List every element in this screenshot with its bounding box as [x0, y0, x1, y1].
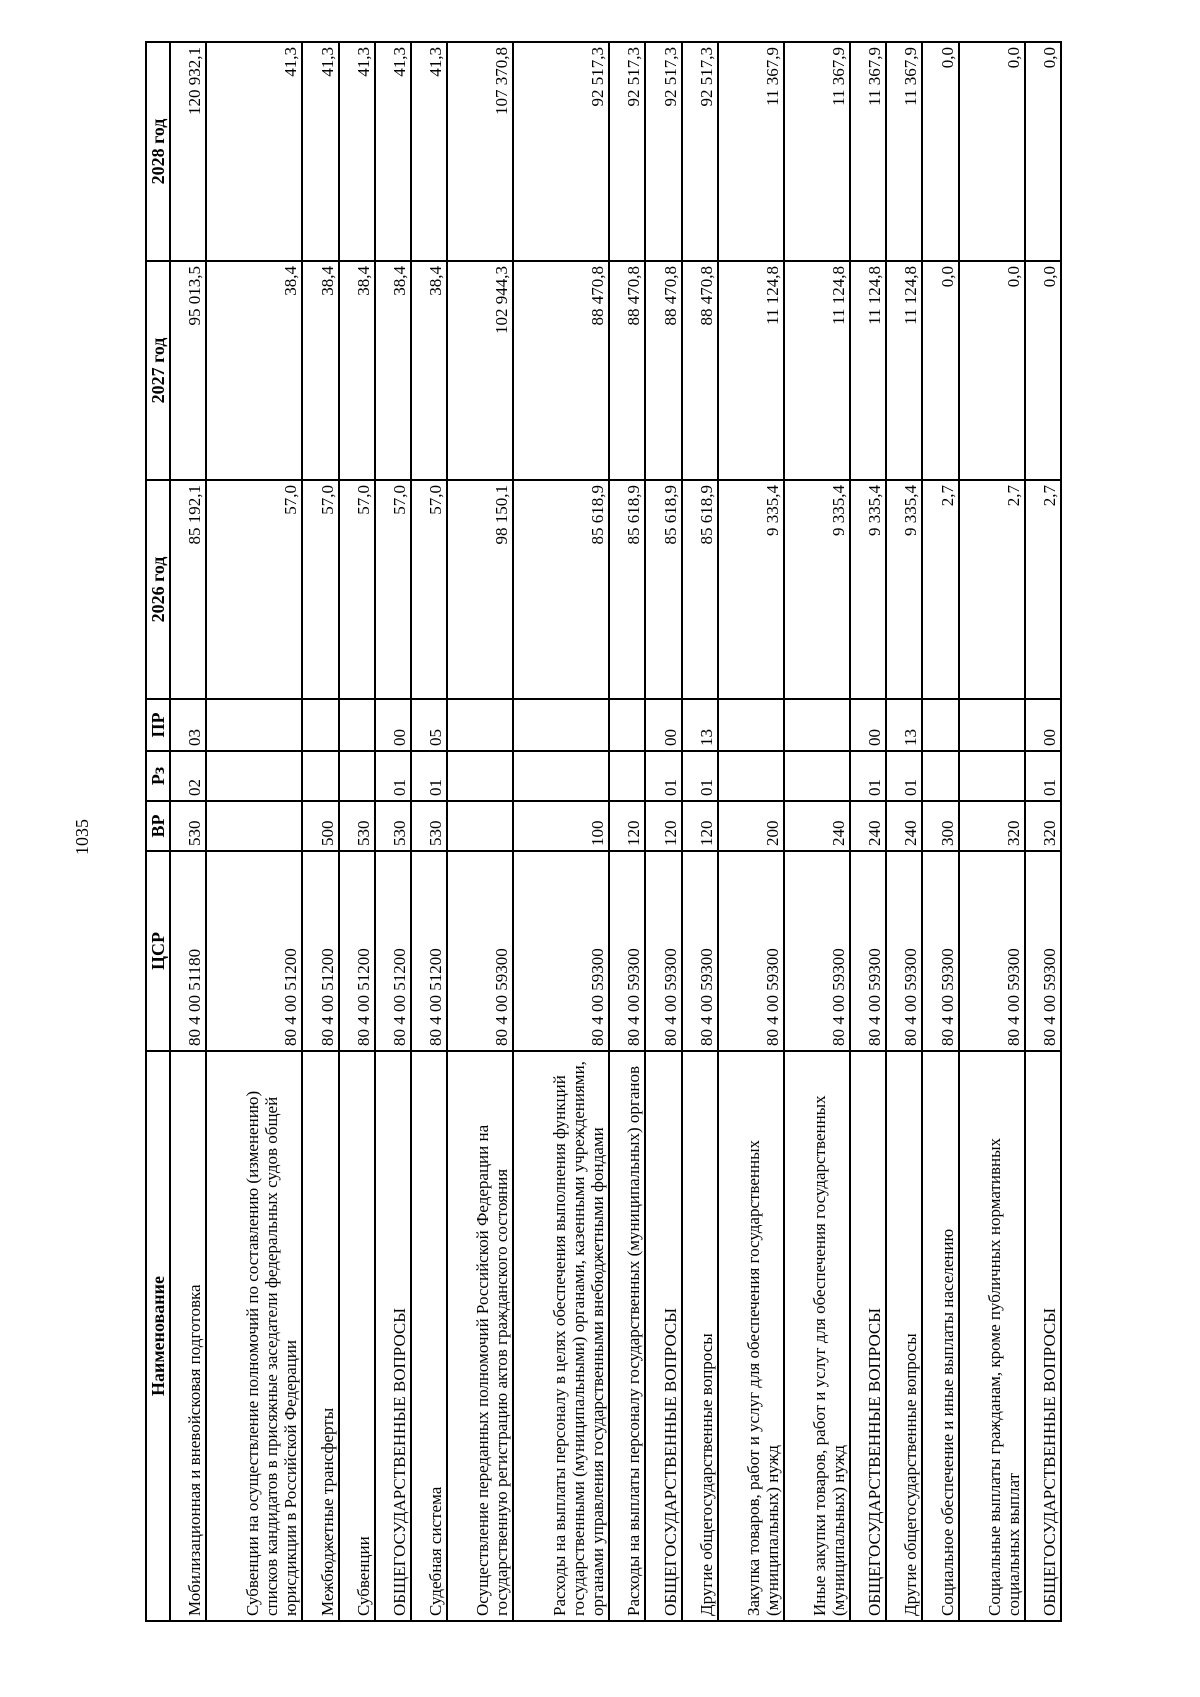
- cell-2026: 9 335,4: [886, 480, 922, 699]
- cell-2026: 85 618,9: [513, 480, 609, 699]
- cell-2028: 0,0: [922, 42, 958, 261]
- cell-rz: [339, 751, 375, 801]
- cell-2028: 11 367,9: [718, 42, 784, 261]
- cell-2028: 107 370,8: [447, 42, 513, 261]
- cell-rz: 01: [1025, 751, 1061, 801]
- cell-2026: 9 335,4: [784, 480, 850, 699]
- cell-pr: [206, 699, 302, 751]
- cell-name: Другие общегосударственные вопросы: [886, 1051, 922, 1621]
- table-header-row: [146, 42, 170, 1621]
- cell-csr: 80 4 00 59300: [784, 851, 850, 1051]
- cell-2027: 38,4: [302, 261, 338, 480]
- cell-csr: 80 4 00 59300: [922, 851, 958, 1051]
- cell-2026: 57,0: [411, 480, 447, 699]
- cell-2027: 88 470,8: [513, 261, 609, 480]
- cell-rz: [922, 751, 958, 801]
- table-row: [718, 42, 784, 1621]
- table-row: [784, 42, 850, 1621]
- cell-2027: 95 013,5: [170, 261, 206, 480]
- cell-2028: 11 367,9: [886, 42, 922, 261]
- cell-2027: 0,0: [922, 261, 958, 480]
- cell-csr: 80 4 00 59300: [886, 851, 922, 1051]
- cell-2027: 102 944,3: [447, 261, 513, 480]
- table-row: [922, 42, 958, 1621]
- table-row: [886, 42, 922, 1621]
- cell-vr: 320: [1025, 801, 1061, 851]
- budget-table: [145, 41, 1062, 1622]
- cell-pr: 00: [1025, 699, 1061, 751]
- cell-name: ОБЩЕГОСУДАРСТВЕННЫЕ ВОПРОСЫ: [1025, 1051, 1061, 1621]
- table-body: [170, 42, 1061, 1621]
- cell-csr: 80 4 00 51180: [170, 851, 206, 1051]
- cell-rz: 01: [375, 751, 411, 801]
- cell-2027: 11 124,8: [850, 261, 886, 480]
- cell-name: Социальное обеспечение и иные выплаты населению: [922, 1051, 958, 1621]
- table-row: [170, 42, 206, 1621]
- header-rz: Рз: [146, 751, 170, 801]
- header-2028: 2028 год: [146, 42, 170, 261]
- cell-pr: [718, 699, 784, 751]
- cell-2028: 41,3: [302, 42, 338, 261]
- cell-pr: 00: [375, 699, 411, 751]
- cell-vr: 530: [411, 801, 447, 851]
- cell-vr: 320: [959, 801, 1025, 851]
- cell-csr: 80 4 00 51200: [375, 851, 411, 1051]
- cell-2026: 85 618,9: [682, 480, 718, 699]
- cell-name: Субвенции на осуществление полномочий по составлению (изменению) списков кандидатов в присяжные заседатели федеральных судов общей юрисдикции в Российской Федерации: [206, 1051, 302, 1621]
- table-row: [411, 42, 447, 1621]
- cell-2028: 41,3: [411, 42, 447, 261]
- cell-name: ОБЩЕГОСУДАРСТВЕННЫЕ ВОПРОСЫ: [850, 1051, 886, 1621]
- header-vr: ВР: [146, 801, 170, 851]
- cell-csr: 80 4 00 59300: [959, 851, 1025, 1051]
- cell-2028: 92 517,3: [609, 42, 645, 261]
- cell-csr: 80 4 00 51200: [411, 851, 447, 1051]
- table-row: [645, 42, 681, 1621]
- cell-pr: [784, 699, 850, 751]
- cell-pr: [302, 699, 338, 751]
- cell-vr: 530: [375, 801, 411, 851]
- cell-2028: 92 517,3: [645, 42, 681, 261]
- header-2026: 2026 год: [146, 480, 170, 699]
- cell-2026: 85 618,9: [645, 480, 681, 699]
- cell-name: Судебная система: [411, 1051, 447, 1621]
- cell-2027: 11 124,8: [784, 261, 850, 480]
- table-row: [682, 42, 718, 1621]
- table-row: [206, 42, 302, 1621]
- cell-csr: 80 4 00 59300: [645, 851, 681, 1051]
- cell-2027: 88 470,8: [609, 261, 645, 480]
- cell-2026: 2,7: [959, 480, 1025, 699]
- cell-rz: 01: [850, 751, 886, 801]
- cell-2026: 2,7: [1025, 480, 1061, 699]
- cell-2027: 0,0: [1025, 261, 1061, 480]
- cell-2028: 0,0: [959, 42, 1025, 261]
- table-row: [959, 42, 1025, 1621]
- cell-csr: 80 4 00 59300: [513, 851, 609, 1051]
- cell-vr: 100: [513, 801, 609, 851]
- cell-name: Осуществление переданных полномочий Российской Федерации на государственную регистрацию актов гражданского состояния: [447, 1051, 513, 1621]
- cell-name: Расходы на выплаты персоналу в целях обеспечения выполнения функций государственными (муниципальными) органами, казенными учреждениями, органами управления государственными внебюджетными фондами: [513, 1051, 609, 1621]
- table-row: [1025, 42, 1061, 1621]
- cell-2026: 2,7: [922, 480, 958, 699]
- cell-pr: 03: [170, 699, 206, 751]
- cell-name: Другие общегосударственные вопросы: [682, 1051, 718, 1621]
- cell-vr: 240: [850, 801, 886, 851]
- cell-rz: 02: [170, 751, 206, 801]
- cell-pr: 05: [411, 699, 447, 751]
- cell-csr: 80 4 00 59300: [682, 851, 718, 1051]
- cell-name: Мобилизационная и вневойсковая подготовка: [170, 1051, 206, 1621]
- table-row: [850, 42, 886, 1621]
- cell-2026: 9 335,4: [850, 480, 886, 699]
- table-row: [447, 42, 513, 1621]
- cell-2028: 0,0: [1025, 42, 1061, 261]
- cell-2027: 38,4: [206, 261, 302, 480]
- cell-rz: [784, 751, 850, 801]
- cell-pr: 00: [645, 699, 681, 751]
- table-row: [375, 42, 411, 1621]
- cell-2028: 41,3: [206, 42, 302, 261]
- cell-csr: 80 4 00 51200: [339, 851, 375, 1051]
- table-row: [302, 42, 338, 1621]
- cell-vr: 240: [886, 801, 922, 851]
- cell-2026: 98 150,1: [447, 480, 513, 699]
- cell-2028: 41,3: [375, 42, 411, 261]
- cell-name: Межбюджетные трансферты: [302, 1051, 338, 1621]
- cell-pr: [447, 699, 513, 751]
- cell-2028: 11 367,9: [784, 42, 850, 261]
- cell-2027: 11 124,8: [886, 261, 922, 480]
- cell-rz: 01: [411, 751, 447, 801]
- cell-csr: 80 4 00 51200: [302, 851, 338, 1051]
- cell-name: ОБЩЕГОСУДАРСТВЕННЫЕ ВОПРОСЫ: [645, 1051, 681, 1621]
- cell-rz: [206, 751, 302, 801]
- cell-vr: 200: [718, 801, 784, 851]
- cell-csr: 80 4 00 59300: [850, 851, 886, 1051]
- table-container: [145, 42, 1062, 1622]
- cell-name: Расходы на выплаты персоналу государственных (муниципальных) органов: [609, 1051, 645, 1621]
- cell-name: Социальные выплаты гражданам, кроме публичных нормативных социальных выплат: [959, 1051, 1025, 1621]
- cell-2027: 0,0: [959, 261, 1025, 480]
- cell-2027: 88 470,8: [682, 261, 718, 480]
- cell-2026: 9 335,4: [718, 480, 784, 699]
- table-row: [609, 42, 645, 1621]
- cell-vr: 300: [922, 801, 958, 851]
- cell-2026: 85 618,9: [609, 480, 645, 699]
- cell-vr: 530: [339, 801, 375, 851]
- cell-name: Субвенции: [339, 1051, 375, 1621]
- cell-vr: 120: [609, 801, 645, 851]
- cell-vr: [206, 801, 302, 851]
- cell-2028: 41,3: [339, 42, 375, 261]
- header-pr: ПР: [146, 699, 170, 751]
- cell-rz: [718, 751, 784, 801]
- cell-csr: 80 4 00 51200: [206, 851, 302, 1051]
- cell-2026: 57,0: [302, 480, 338, 699]
- cell-rz: [609, 751, 645, 801]
- cell-pr: 13: [886, 699, 922, 751]
- cell-2027: 38,4: [411, 261, 447, 480]
- cell-pr: [513, 699, 609, 751]
- cell-2027: 11 124,8: [718, 261, 784, 480]
- cell-vr: 500: [302, 801, 338, 851]
- table-row: [339, 42, 375, 1621]
- cell-vr: 530: [170, 801, 206, 851]
- header-name: Наименование: [146, 1051, 170, 1621]
- cell-2027: 38,4: [339, 261, 375, 480]
- cell-rz: [959, 751, 1025, 801]
- cell-rz: 01: [886, 751, 922, 801]
- cell-vr: 240: [784, 801, 850, 851]
- cell-rz: [447, 751, 513, 801]
- header-2027: 2027 год: [146, 261, 170, 480]
- cell-rz: [302, 751, 338, 801]
- cell-pr: [339, 699, 375, 751]
- header-csr: ЦСР: [146, 851, 170, 1051]
- cell-2026: 57,0: [375, 480, 411, 699]
- cell-rz: 01: [682, 751, 718, 801]
- cell-name: Закупка товаров, работ и услуг для обеспечения государственных (муниципальных) нужд: [718, 1051, 784, 1621]
- cell-2028: 120 932,1: [170, 42, 206, 261]
- cell-csr: 80 4 00 59300: [609, 851, 645, 1051]
- cell-pr: [922, 699, 958, 751]
- cell-name: Иные закупки товаров, работ и услуг для обеспечения государственных (муниципальных) нужд: [784, 1051, 850, 1621]
- cell-pr: [609, 699, 645, 751]
- cell-vr: 120: [682, 801, 718, 851]
- cell-rz: 01: [645, 751, 681, 801]
- cell-csr: 80 4 00 59300: [447, 851, 513, 1051]
- cell-pr: 13: [682, 699, 718, 751]
- cell-name: ОБЩЕГОСУДАРСТВЕННЫЕ ВОПРОСЫ: [375, 1051, 411, 1621]
- cell-2027: 38,4: [375, 261, 411, 480]
- cell-csr: 80 4 00 59300: [718, 851, 784, 1051]
- cell-vr: [447, 801, 513, 851]
- cell-vr: 120: [645, 801, 681, 851]
- cell-2026: 85 192,1: [170, 480, 206, 699]
- cell-2026: 57,0: [206, 480, 302, 699]
- cell-pr: [959, 699, 1025, 751]
- page-number: 1035: [72, 819, 92, 855]
- cell-2028: 92 517,3: [682, 42, 718, 261]
- cell-2026: 57,0: [339, 480, 375, 699]
- cell-2028: 11 367,9: [850, 42, 886, 261]
- cell-pr: 00: [850, 699, 886, 751]
- cell-rz: [513, 751, 609, 801]
- cell-2027: 88 470,8: [645, 261, 681, 480]
- cell-csr: 80 4 00 59300: [1025, 851, 1061, 1051]
- table-row: [513, 42, 609, 1621]
- cell-2028: 92 517,3: [513, 42, 609, 261]
